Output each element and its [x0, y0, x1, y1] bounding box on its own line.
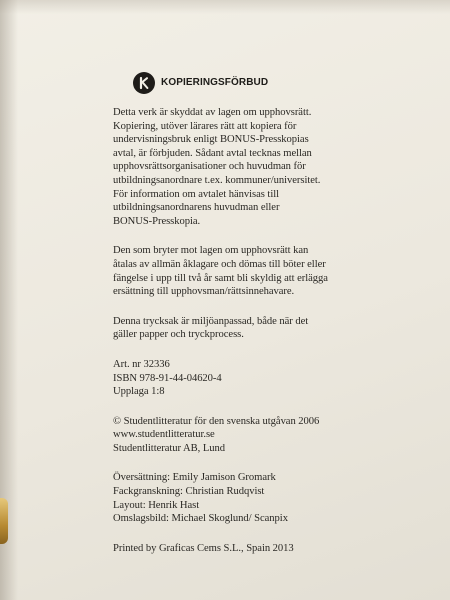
- text-line: Denna trycksak är miljöanpassad, både när det: [113, 315, 309, 327]
- page-shadow-top: [0, 0, 450, 14]
- text-line: undervisningsbruk enligt BONUS-Presskopias: [113, 134, 309, 146]
- text-line: ersättning till upphovsman/rättsinnehavare.: [113, 286, 295, 298]
- isbn: ISBN 978-91-44-04620-4: [113, 372, 222, 384]
- text-line: fängelse i upp till två år samt bli skyldig att erlägga: [113, 272, 328, 284]
- reviewer-credit: Fackgranskning: Christian Rudqvist: [113, 486, 265, 498]
- credits: [113, 471, 413, 525]
- publisher-name: Studentlitteratur AB, Lund: [113, 442, 225, 454]
- edition: Upplaga 1:8: [113, 386, 165, 398]
- translator-credit: Översättning: Emily Jamison Gromark: [113, 472, 276, 484]
- copyright-page-content: [113, 70, 413, 568]
- copy-prohibition-header: [133, 70, 413, 96]
- layout-credit: Layout: Henrik Hast: [113, 499, 200, 511]
- environment-notice-paragraph: [113, 315, 413, 342]
- text-line: upphovsrättsorganisationer och huvudman för: [113, 161, 306, 173]
- cover-image-credit: Omslagsbild: Michael Skoglund/ Scanpix: [113, 513, 288, 525]
- text-line: utbildningsanordnare t.ex. kommuner/universitet.: [113, 174, 321, 186]
- publisher-info: [113, 415, 413, 456]
- text-line: avtal, är förbjuden. Sådant avtal tecknas mellan: [113, 147, 312, 159]
- text-line: För information om avtalet hänvisas till: [113, 188, 280, 200]
- text-line: Kopiering, utöver lärares rätt att kopiera för: [113, 120, 297, 132]
- header-title: KOPIERINGSFÖRBUD: [161, 77, 269, 89]
- copyright-notice-paragraph: [113, 106, 413, 228]
- gold-page-edge: [0, 498, 8, 544]
- text-line: BONUS-Presskopia.: [113, 215, 201, 227]
- article-info: [113, 358, 413, 399]
- text-line: utbildningsanordnarens huvudman eller: [113, 202, 280, 214]
- publisher-website: www.studentlitteratur.se: [113, 429, 215, 441]
- penalty-notice-paragraph: [113, 244, 413, 298]
- text-line: åtalas av allmän åklagare och dömas till böter eller: [113, 258, 326, 270]
- text-line: Den som bryter mot lagen om upphovsrätt kan: [113, 245, 309, 257]
- printer-info: [113, 542, 413, 556]
- copyright-line: © Studentlitteratur för den svenska utgåvan 2006: [113, 415, 320, 427]
- printer-line: Printed by Graficas Cems S.L., Spain 2013: [113, 542, 294, 554]
- text-line: gäller papper och tryckprocess.: [113, 329, 244, 341]
- text-line: Detta verk är skyddat av lagen om upphovsrätt.: [113, 107, 312, 118]
- kopieringsforbud-k-icon: [133, 72, 155, 94]
- article-number: Art. nr 32336: [113, 358, 170, 370]
